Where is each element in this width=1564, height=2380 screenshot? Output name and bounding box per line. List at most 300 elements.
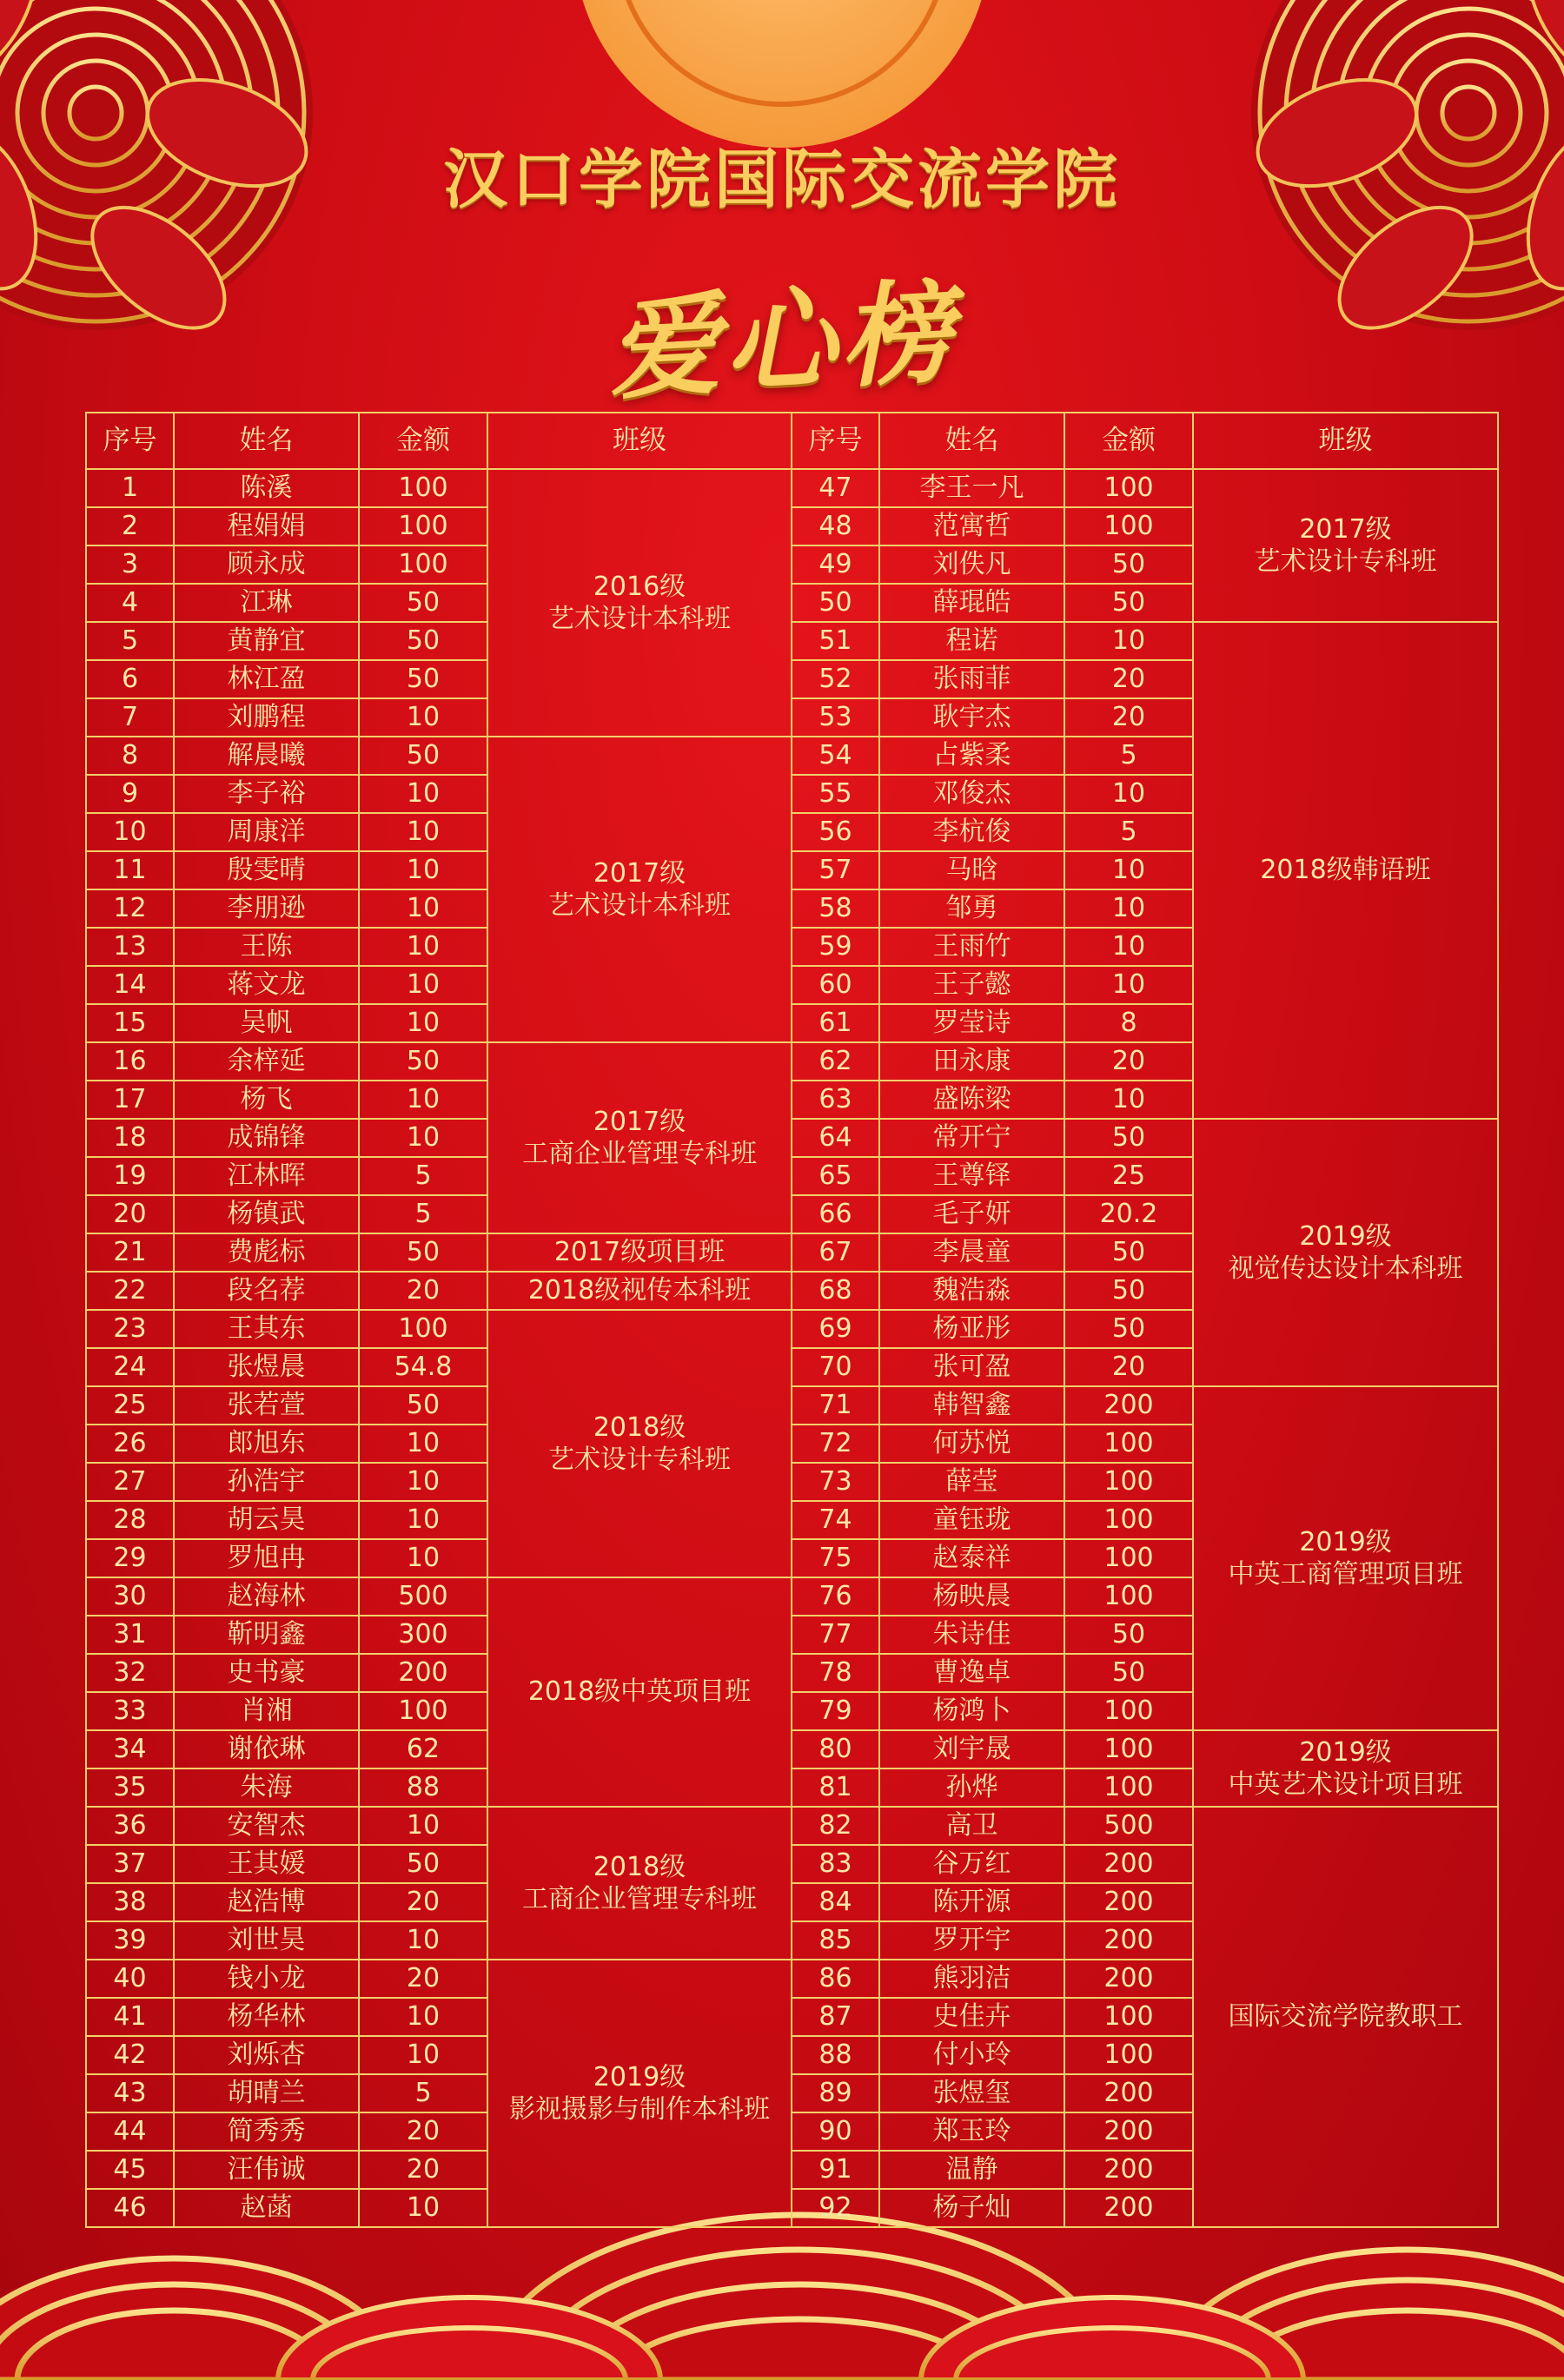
seq-cell: 82: [792, 1807, 879, 1845]
amount-cell: 50: [359, 1042, 487, 1081]
seq-cell: 52: [792, 660, 879, 698]
seq-cell: 51: [792, 622, 879, 660]
seq-cell: 80: [792, 1730, 879, 1768]
class-name-line: 中英工商管理项目班: [1228, 1559, 1463, 1590]
class-name-line: 2018级: [593, 1851, 686, 1882]
class-name-line: 2016级: [593, 571, 686, 602]
amount-cell: 200: [1064, 1386, 1193, 1425]
amount-cell: 50: [1064, 1119, 1193, 1157]
name-cell: 田永康: [879, 1042, 1064, 1081]
name-cell: 李朋逊: [174, 889, 359, 928]
seq-cell: 60: [792, 966, 879, 1004]
name-cell: 何苏悦: [879, 1425, 1064, 1463]
seq-cell: 92: [792, 2189, 879, 2227]
name-cell: 张可盈: [879, 1348, 1064, 1386]
seq-cell: 73: [792, 1463, 879, 1501]
donor-table-body: [86, 469, 1498, 2227]
seq-cell: 68: [792, 1272, 879, 1310]
amount-cell: 10: [359, 1004, 487, 1042]
amount-cell: 20: [1064, 698, 1193, 737]
name-cell: 马晗: [879, 851, 1064, 889]
amount-cell: 5: [359, 1157, 487, 1195]
seq-cell: 85: [792, 1921, 879, 1960]
seq-cell: 10: [86, 813, 174, 851]
seq-cell: 69: [792, 1310, 879, 1348]
seq-cell: 66: [792, 1195, 879, 1233]
amount-cell: 10: [359, 851, 487, 889]
amount-cell: 50: [359, 622, 487, 660]
name-cell: 杨亚彤: [879, 1310, 1064, 1348]
amount-cell: 100: [1064, 1539, 1193, 1577]
amount-cell: 200: [1064, 1845, 1193, 1883]
seq-cell: 61: [792, 1004, 879, 1042]
amount-cell: 10: [1064, 851, 1193, 889]
seq-cell: 13: [86, 928, 174, 966]
seq-cell: 81: [792, 1768, 879, 1807]
amount-cell: 50: [1064, 1654, 1193, 1692]
class-cell: [487, 1042, 792, 1233]
name-cell: 吴帆: [174, 1004, 359, 1042]
name-cell: 王陈: [174, 928, 359, 966]
class-name-line: 2017级: [1299, 513, 1392, 545]
name-cell: 郎旭东: [174, 1425, 359, 1463]
name-cell: 黄静宜: [174, 622, 359, 660]
amount-cell: 10: [1064, 775, 1193, 813]
seq-cell: 6: [86, 660, 174, 698]
amount-cell: 62: [359, 1730, 487, 1768]
seq-cell: 15: [86, 1004, 174, 1042]
name-cell: 刘宇晟: [879, 1730, 1064, 1768]
header-class: 班级: [1193, 413, 1498, 469]
name-cell: 孙烨: [879, 1768, 1064, 1807]
amount-cell: 100: [359, 1310, 487, 1348]
class-name-line: 工商企业管理专科班: [522, 1139, 757, 1169]
seq-cell: 56: [792, 813, 879, 851]
name-cell: 解晨曦: [174, 737, 359, 775]
amount-cell: 200: [1064, 2074, 1193, 2112]
amount-cell: 100: [1064, 1768, 1193, 1807]
class-cell: [487, 1310, 792, 1577]
name-cell: 范寓哲: [879, 507, 1064, 545]
seq-cell: 20: [86, 1195, 174, 1233]
seq-cell: 91: [792, 2151, 879, 2189]
amount-cell: 100: [1064, 1425, 1193, 1463]
name-cell: 张煜晨: [174, 1348, 359, 1386]
amount-cell: 10: [359, 928, 487, 966]
seq-cell: 71: [792, 1386, 879, 1425]
seq-cell: 19: [86, 1157, 174, 1195]
seq-cell: 44: [86, 2112, 174, 2151]
name-cell: 陈开源: [879, 1883, 1064, 1921]
name-cell: 程诺: [879, 622, 1064, 660]
amount-cell: 88: [359, 1768, 487, 1807]
amount-cell: 200: [1064, 1883, 1193, 1921]
amount-cell: 200: [1064, 2151, 1193, 2189]
name-cell: 钱小龙: [174, 1960, 359, 1998]
amount-cell: 20: [1064, 1042, 1193, 1081]
name-cell: 曹逸卓: [879, 1654, 1064, 1692]
amount-cell: 10: [359, 1807, 487, 1845]
name-cell: 高卫: [879, 1807, 1064, 1845]
amount-cell: 20: [359, 1960, 487, 1998]
amount-cell: 100: [1064, 1577, 1193, 1616]
amount-cell: 10: [359, 1081, 487, 1119]
name-cell: 周康洋: [174, 813, 359, 851]
amount-cell: 10: [359, 966, 487, 1004]
seq-cell: 57: [792, 851, 879, 889]
page-subtitle: 爱心榜: [604, 267, 961, 416]
amount-cell: 100: [1064, 1501, 1193, 1539]
class-cell: [1193, 622, 1498, 1119]
amount-cell: 500: [359, 1577, 487, 1616]
header-seq: 序号: [792, 413, 879, 469]
name-cell: 胡云昊: [174, 1501, 359, 1539]
amount-cell: 10: [359, 1501, 487, 1539]
amount-cell: 10: [1064, 966, 1193, 1004]
name-cell: 王其东: [174, 1310, 359, 1348]
seq-cell: 58: [792, 889, 879, 928]
amount-cell: 20: [359, 1883, 487, 1921]
seq-cell: 55: [792, 775, 879, 813]
amount-cell: 100: [1064, 507, 1193, 545]
amount-cell: 8: [1064, 1004, 1193, 1042]
seq-cell: 30: [86, 1577, 174, 1616]
seq-cell: 43: [86, 2074, 174, 2112]
name-cell: 杨映晨: [879, 1577, 1064, 1616]
seq-cell: 31: [86, 1616, 174, 1654]
seq-cell: 67: [792, 1233, 879, 1272]
seq-cell: 72: [792, 1425, 879, 1463]
amount-cell: 5: [359, 1195, 487, 1233]
name-cell: 杨飞: [174, 1081, 359, 1119]
amount-cell: 100: [359, 1692, 487, 1730]
amount-cell: 20: [1064, 660, 1193, 698]
name-cell: 温静: [879, 2151, 1064, 2189]
class-name-line: 2018级: [593, 1411, 686, 1443]
amount-cell: 10: [359, 1119, 487, 1157]
name-cell: 杨子灿: [879, 2189, 1064, 2227]
name-cell: 王子懿: [879, 966, 1064, 1004]
header-amount: 金额: [359, 413, 487, 469]
seq-cell: 2: [86, 507, 174, 545]
amount-cell: 50: [359, 1845, 487, 1883]
amount-cell: 10: [359, 698, 487, 737]
seq-cell: 62: [792, 1042, 879, 1081]
amount-cell: 200: [359, 1654, 487, 1692]
name-cell: 刘世昊: [174, 1921, 359, 1960]
name-cell: 付小玲: [879, 2036, 1064, 2074]
name-cell: 张煜玺: [879, 2074, 1064, 2112]
amount-cell: 10: [359, 1539, 487, 1577]
seq-cell: 21: [86, 1233, 174, 1272]
class-name-line: 影视摄影与制作本科班: [509, 2094, 770, 2125]
amount-cell: 10: [359, 1425, 487, 1463]
name-cell: 赵浩博: [174, 1883, 359, 1921]
seq-cell: 49: [792, 545, 879, 584]
seq-cell: 75: [792, 1539, 879, 1577]
class-name-line: 2019级: [593, 2061, 686, 2092]
amount-cell: 20: [359, 2112, 487, 2151]
amount-cell: 100: [1064, 1692, 1193, 1730]
wave-ornament-icon: [0, 2215, 1564, 2380]
amount-cell: 50: [359, 737, 487, 775]
name-cell: 刘佚凡: [879, 545, 1064, 584]
name-cell: 费彪标: [174, 1233, 359, 1272]
amount-cell: 100: [1064, 1998, 1193, 2036]
seq-cell: 50: [792, 584, 879, 622]
class-cell: [487, 469, 792, 737]
seq-cell: 76: [792, 1577, 879, 1616]
name-cell: 朱诗佳: [879, 1616, 1064, 1654]
amount-cell: 200: [1064, 1921, 1193, 1960]
amount-cell: 100: [1064, 469, 1193, 507]
amount-cell: 200: [1064, 2189, 1193, 2227]
amount-cell: 10: [359, 1998, 487, 2036]
name-cell: 赵菡: [174, 2189, 359, 2227]
name-cell: 段名荐: [174, 1272, 359, 1310]
name-cell: 罗旭冉: [174, 1539, 359, 1577]
class-name-line: 2018级韩语班: [1260, 855, 1431, 886]
name-cell: 罗开宇: [879, 1921, 1064, 1960]
class-cell: [487, 1577, 792, 1807]
name-cell: 汪伟诚: [174, 2151, 359, 2189]
seq-cell: 12: [86, 889, 174, 928]
amount-cell: 50: [359, 1386, 487, 1425]
class-name-line: 2019级: [1299, 1526, 1392, 1557]
name-cell: 常开宁: [879, 1119, 1064, 1157]
class-name-line: 2017级: [593, 1106, 686, 1137]
seq-cell: 29: [86, 1539, 174, 1577]
class-cell: [1193, 1119, 1498, 1386]
table-row: [86, 469, 1498, 507]
table-header-row: [86, 413, 1498, 469]
name-cell: 耿宇杰: [879, 698, 1064, 737]
amount-cell: 100: [359, 469, 487, 507]
page-title: 汉口学院国际交流学院: [443, 142, 1121, 217]
name-cell: 孙浩宇: [174, 1463, 359, 1501]
seq-cell: 87: [792, 1998, 879, 2036]
seq-cell: 74: [792, 1501, 879, 1539]
seq-cell: 70: [792, 1348, 879, 1386]
seq-cell: 86: [792, 1960, 879, 1998]
seq-cell: 22: [86, 1272, 174, 1310]
seq-cell: 7: [86, 698, 174, 737]
seq-cell: 79: [792, 1692, 879, 1730]
name-cell: 史书豪: [174, 1654, 359, 1692]
seq-cell: 88: [792, 2036, 879, 2074]
header-name: 姓名: [174, 413, 359, 469]
seq-cell: 16: [86, 1042, 174, 1081]
name-cell: 薛琨皓: [879, 584, 1064, 622]
amount-cell: 50: [1064, 1272, 1193, 1310]
table-row: [86, 1730, 1498, 1768]
amount-cell: 50: [1064, 584, 1193, 622]
amount-cell: 50: [359, 584, 487, 622]
name-cell: 毛子妍: [879, 1195, 1064, 1233]
class-cell: [1193, 469, 1498, 622]
class-cell: [1193, 1386, 1498, 1730]
seq-cell: 3: [86, 545, 174, 584]
name-cell: 童钰珑: [879, 1501, 1064, 1539]
name-cell: 杨华林: [174, 1998, 359, 2036]
class-cell: [487, 1233, 792, 1272]
seq-cell: 26: [86, 1425, 174, 1463]
name-cell: 谷万红: [879, 1845, 1064, 1883]
seq-cell: 89: [792, 2074, 879, 2112]
class-cell: [1193, 1807, 1498, 2227]
name-cell: 赵泰祥: [879, 1539, 1064, 1577]
name-cell: 余梓延: [174, 1042, 359, 1081]
seq-cell: 59: [792, 928, 879, 966]
name-cell: 盛陈梁: [879, 1081, 1064, 1119]
amount-cell: 5: [1064, 813, 1193, 851]
table-row: [86, 1119, 1498, 1157]
donor-table: [85, 412, 1499, 2228]
header-class: 班级: [487, 413, 792, 469]
class-name-line: 工商企业管理专科班: [522, 1884, 757, 1914]
seq-cell: 4: [86, 584, 174, 622]
seq-cell: 39: [86, 1921, 174, 1960]
name-cell: 韩智鑫: [879, 1386, 1064, 1425]
name-cell: 史佳卉: [879, 1998, 1064, 2036]
amount-cell: 100: [359, 545, 487, 584]
seq-cell: 45: [86, 2151, 174, 2189]
class-name-line: 2017级: [593, 857, 686, 889]
amount-cell: 100: [359, 507, 487, 545]
seq-cell: 38: [86, 1883, 174, 1921]
name-cell: 罗莹诗: [879, 1004, 1064, 1042]
seq-cell: 54: [792, 737, 879, 775]
amount-cell: 100: [1064, 1463, 1193, 1501]
name-cell: 林江盈: [174, 660, 359, 698]
seq-cell: 9: [86, 775, 174, 813]
seq-cell: 41: [86, 1998, 174, 2036]
amount-cell: 500: [1064, 1807, 1193, 1845]
seq-cell: 42: [86, 2036, 174, 2074]
seq-cell: 34: [86, 1730, 174, 1768]
name-cell: 王雨竹: [879, 928, 1064, 966]
class-name-line: 艺术设计本科班: [548, 890, 731, 921]
name-cell: 陈溪: [174, 469, 359, 507]
seq-cell: 48: [792, 507, 879, 545]
amount-cell: 50: [359, 660, 487, 698]
amount-cell: 50: [359, 1233, 487, 1272]
name-cell: 蒋文龙: [174, 966, 359, 1004]
amount-cell: 20.2: [1064, 1195, 1193, 1233]
amount-cell: 10: [359, 2189, 487, 2227]
class-name-line: 2018级视传本科班: [527, 1275, 752, 1306]
class-cell: [487, 1960, 792, 2227]
name-cell: 李王一凡: [879, 469, 1064, 507]
amount-cell: 54.8: [359, 1348, 487, 1386]
class-name-line: 2017级项目班: [553, 1237, 726, 1268]
seq-cell: 23: [86, 1310, 174, 1348]
class-name-line: 2019级: [1299, 1736, 1392, 1768]
amount-cell: 200: [1064, 2112, 1193, 2151]
amount-cell: 20: [359, 1272, 487, 1310]
seq-cell: 24: [86, 1348, 174, 1386]
class-name-line: 艺术设计专科班: [548, 1445, 731, 1475]
name-cell: 郑玉玲: [879, 2112, 1064, 2151]
class-name-line: 视觉传达设计本科班: [1228, 1253, 1463, 1284]
class-cell: [487, 737, 792, 1042]
amount-cell: 50: [1064, 1310, 1193, 1348]
amount-cell: 20: [1064, 1348, 1193, 1386]
amount-cell: 10: [359, 2036, 487, 2074]
header-name: 姓名: [879, 413, 1064, 469]
amount-cell: 200: [1064, 1960, 1193, 1998]
name-cell: 张若萱: [174, 1386, 359, 1425]
seq-cell: 17: [86, 1081, 174, 1119]
name-cell: 江琳: [174, 584, 359, 622]
amount-cell: 10: [359, 775, 487, 813]
table-row: [86, 1807, 1498, 1845]
header-seq: 序号: [86, 413, 174, 469]
class-name-line: 2018级中英项目班: [527, 1676, 752, 1708]
seq-cell: 11: [86, 851, 174, 889]
class-cell: [1193, 1730, 1498, 1807]
name-cell: 肖湘: [174, 1692, 359, 1730]
amount-cell: 10: [359, 1921, 487, 1960]
seq-cell: 77: [792, 1616, 879, 1654]
amount-cell: 20: [359, 2151, 487, 2189]
name-cell: 熊羽洁: [879, 1960, 1064, 1998]
seq-cell: 18: [86, 1119, 174, 1157]
class-cell: [487, 1272, 792, 1310]
seq-cell: 35: [86, 1768, 174, 1807]
name-cell: 王尊铎: [879, 1157, 1064, 1195]
seq-cell: 27: [86, 1463, 174, 1501]
name-cell: 占紫柔: [879, 737, 1064, 775]
seq-cell: 28: [86, 1501, 174, 1539]
name-cell: 谢依琳: [174, 1730, 359, 1768]
name-cell: 殷雯晴: [174, 851, 359, 889]
name-cell: 江林晖: [174, 1157, 359, 1195]
amount-cell: 25: [1064, 1157, 1193, 1195]
name-cell: 薛莹: [879, 1463, 1064, 1501]
seq-cell: 47: [792, 469, 879, 507]
amount-cell: 10: [359, 1463, 487, 1501]
amount-cell: 50: [1064, 1233, 1193, 1272]
name-cell: 成锦锋: [174, 1119, 359, 1157]
amount-cell: 50: [1064, 545, 1193, 584]
seq-cell: 65: [792, 1157, 879, 1195]
name-cell: 顾永成: [174, 545, 359, 584]
seq-cell: 46: [86, 2189, 174, 2227]
amount-cell: 100: [1064, 2036, 1193, 2074]
amount-cell: 10: [359, 813, 487, 851]
class-cell: [487, 1807, 792, 1960]
seq-cell: 25: [86, 1386, 174, 1425]
name-cell: 胡晴兰: [174, 2074, 359, 2112]
amount-cell: 50: [1064, 1616, 1193, 1654]
name-cell: 李晨童: [879, 1233, 1064, 1272]
name-cell: 安智杰: [174, 1807, 359, 1845]
name-cell: 朱海: [174, 1768, 359, 1807]
name-cell: 邓俊杰: [879, 775, 1064, 813]
amount-cell: 10: [1064, 622, 1193, 660]
name-cell: 魏浩淼: [879, 1272, 1064, 1310]
seq-cell: 64: [792, 1119, 879, 1157]
seq-cell: 8: [86, 737, 174, 775]
header-amount: 金额: [1064, 413, 1193, 469]
name-cell: 张雨菲: [879, 660, 1064, 698]
amount-cell: 100: [1064, 1730, 1193, 1768]
sun-ornament-icon: [573, 0, 991, 148]
name-cell: 刘鹏程: [174, 698, 359, 737]
seq-cell: 90: [792, 2112, 879, 2151]
seq-cell: 5: [86, 622, 174, 660]
